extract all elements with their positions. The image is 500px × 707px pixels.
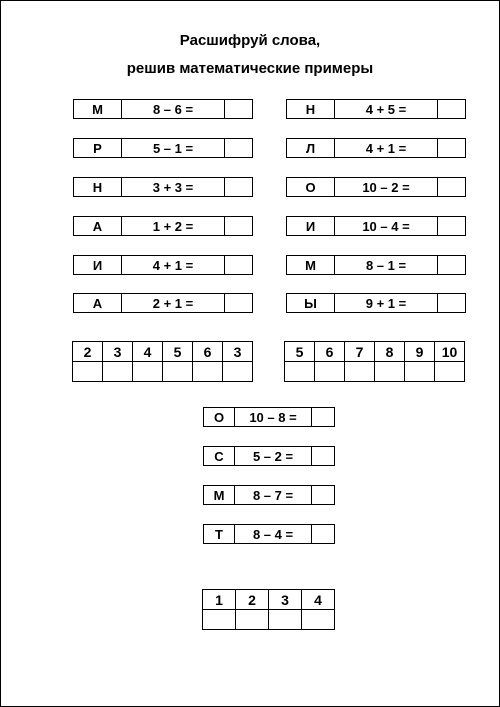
key-letter-cell[interactable]: [73, 362, 103, 382]
example-letter: С: [204, 447, 235, 465]
example-expression: 4 + 5 =: [335, 100, 438, 118]
answer-box[interactable]: [312, 408, 334, 426]
title-line-2: решив математические примеры: [126, 60, 374, 77]
example-letter: Ы: [287, 294, 335, 312]
example-row: [203, 407, 335, 427]
answer-box[interactable]: [438, 178, 465, 196]
answer-box[interactable]: [312, 525, 334, 543]
answer-box[interactable]: [225, 217, 252, 235]
answer-key-table: [202, 589, 335, 630]
answer-box[interactable]: [225, 256, 252, 274]
example-row: [286, 293, 466, 313]
key-number: 6: [193, 342, 223, 362]
example-expression: 8 – 7 =: [235, 486, 312, 504]
example-expression: 8 – 6 =: [122, 100, 225, 118]
example-letter: И: [74, 256, 122, 274]
example-expression: 8 – 1 =: [335, 256, 438, 274]
key-number: 1: [203, 590, 236, 610]
key-letter-cell[interactable]: [133, 362, 163, 382]
example-letter: Р: [74, 139, 122, 157]
key-letter-cell[interactable]: [203, 610, 236, 630]
key-letter-cell[interactable]: [435, 362, 465, 382]
example-row: [73, 255, 253, 275]
example-expression: 9 + 1 =: [335, 294, 438, 312]
example-expression: 5 – 1 =: [122, 139, 225, 157]
example-expression: 5 – 2 =: [235, 447, 312, 465]
example-expression: 10 – 4 =: [335, 217, 438, 235]
key-letter-cell[interactable]: [302, 610, 335, 630]
key-number: 5: [285, 342, 315, 362]
example-row: [286, 216, 466, 236]
example-expression: 2 + 1 =: [122, 294, 225, 312]
key-number: 4: [302, 590, 335, 610]
example-letter: М: [74, 100, 122, 118]
key-number: 3: [223, 342, 253, 362]
example-expression: 4 + 1 =: [122, 256, 225, 274]
key-letter-cell[interactable]: [375, 362, 405, 382]
example-letter: Н: [74, 178, 122, 196]
example-letter: О: [287, 178, 335, 196]
title-line-1: Расшифруй слова,: [179, 32, 321, 49]
answer-key-table: [72, 341, 253, 382]
key-number: 9: [405, 342, 435, 362]
key-letter-cell[interactable]: [345, 362, 375, 382]
example-row: [203, 446, 335, 466]
example-letter: Л: [287, 139, 335, 157]
example-expression: 1 + 2 =: [122, 217, 225, 235]
key-number: 10: [435, 342, 465, 362]
example-letter: И: [287, 217, 335, 235]
example-letter: А: [74, 217, 122, 235]
key-number: 3: [269, 590, 302, 610]
key-number: 7: [345, 342, 375, 362]
key-number: 6: [315, 342, 345, 362]
example-row: [73, 216, 253, 236]
example-letter: А: [74, 294, 122, 312]
example-letter: М: [287, 256, 335, 274]
example-row: [286, 99, 466, 119]
key-letter-cell[interactable]: [193, 362, 223, 382]
answer-box[interactable]: [438, 217, 465, 235]
answer-box[interactable]: [225, 294, 252, 312]
example-letter: О: [204, 408, 235, 426]
answer-box[interactable]: [225, 178, 252, 196]
example-letter: М: [204, 486, 235, 504]
example-row: [203, 524, 335, 544]
answer-box[interactable]: [225, 100, 252, 118]
example-expression: 4 + 1 =: [335, 139, 438, 157]
example-row: [73, 177, 253, 197]
key-letter-cell[interactable]: [163, 362, 193, 382]
example-row: [73, 138, 253, 158]
answer-key-table: [284, 341, 465, 382]
answer-box[interactable]: [438, 100, 465, 118]
key-number: 4: [133, 342, 163, 362]
example-letter: Н: [287, 100, 335, 118]
answer-box[interactable]: [225, 139, 252, 157]
answer-box[interactable]: [312, 447, 334, 465]
key-letter-cell[interactable]: [236, 610, 269, 630]
key-number: 8: [375, 342, 405, 362]
example-expression: 8 – 4 =: [235, 525, 312, 543]
example-row: [286, 255, 466, 275]
key-letter-cell[interactable]: [285, 362, 315, 382]
example-row: [73, 99, 253, 119]
key-letter-cell[interactable]: [103, 362, 133, 382]
key-letter-cell[interactable]: [269, 610, 302, 630]
example-expression: 3 + 3 =: [122, 178, 225, 196]
key-letter-cell[interactable]: [223, 362, 253, 382]
key-letter-cell[interactable]: [405, 362, 435, 382]
answer-box[interactable]: [438, 294, 465, 312]
example-expression: 10 – 2 =: [335, 178, 438, 196]
example-row: [203, 485, 335, 505]
example-row: [286, 138, 466, 158]
answer-box[interactable]: [312, 486, 334, 504]
answer-box[interactable]: [438, 256, 465, 274]
example-expression: 10 – 8 =: [235, 408, 312, 426]
example-row: [286, 177, 466, 197]
key-letter-cell[interactable]: [315, 362, 345, 382]
example-letter: Т: [204, 525, 235, 543]
key-number: 3: [103, 342, 133, 362]
example-row: [73, 293, 253, 313]
answer-box[interactable]: [438, 139, 465, 157]
key-number: 5: [163, 342, 193, 362]
key-number: 2: [73, 342, 103, 362]
key-number: 2: [236, 590, 269, 610]
